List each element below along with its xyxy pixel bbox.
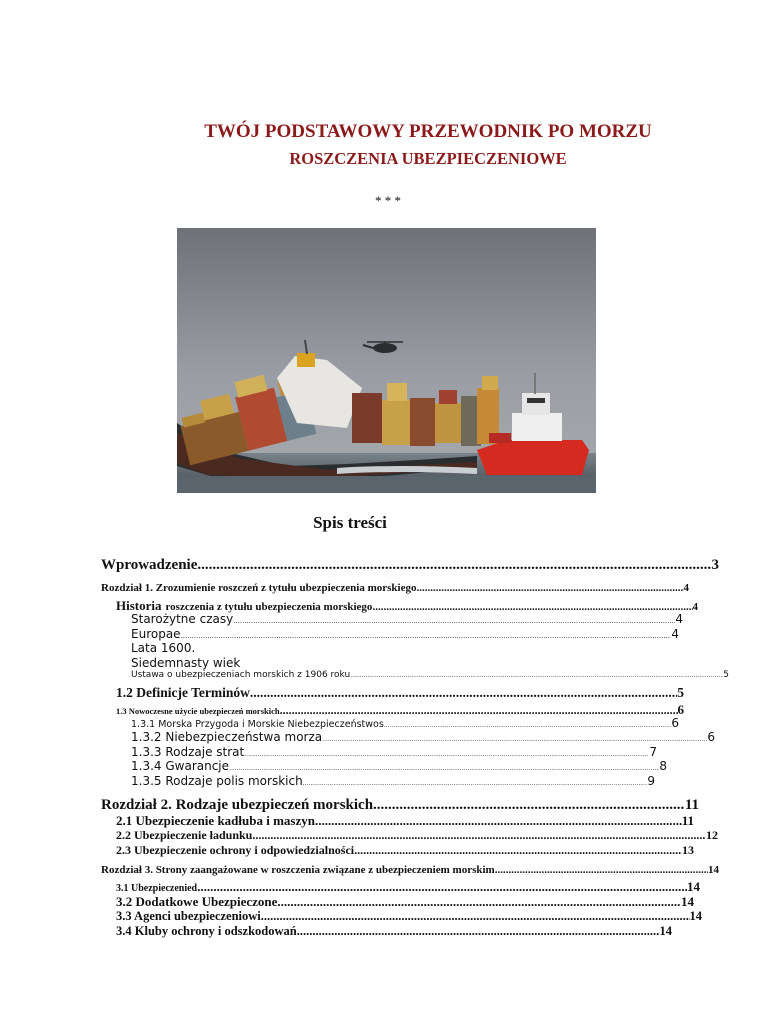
toc-entry[interactable] [131,745,657,759]
toc-leader-dots [322,736,707,743]
toc-entry-label: Siedemnasty wiek [131,656,241,670]
toc-entry[interactable] [116,879,700,895]
toc-entry-label: 3.1 Ubezpieczenied [116,883,198,894]
toc-entry-page: 14 [681,894,694,909]
toc-entry-page: 7 [649,745,657,759]
toc-entry[interactable] [131,627,679,641]
toc-leader-dots [297,924,660,939]
toc-entry-label: roszczenia z tytułu ubezpieczenia morskiego [165,601,373,613]
toc-entry-label: 1.3.5 Rodzaje polis morskich [131,774,303,788]
document-title: TWÓJ PODSTAWOWY PRZEWODNIK PO MORZU [204,121,652,142]
toc-entry-label: Europae [131,627,181,641]
toc-entry-page: 3 [711,557,719,573]
toc-entry[interactable] [131,774,655,788]
toc-leader-dots [303,780,648,787]
toc-entry-lead: Historia [116,598,162,613]
toc-entry-label: 1.3.1 Morska Przygoda i Morskie Niebezpieczeństwos [131,719,384,730]
toc-entry-page: 11 [684,797,699,813]
toc-entry[interactable] [101,864,719,876]
toc-entry-page: 5 [677,685,684,700]
toc-leader-dots [277,894,681,910]
toc-entry-label: 3.3 Agenci ubezpieczeniowi [116,909,261,923]
toc-entry-label: Starożytne czasy [131,612,234,626]
toc-leader-dots [197,557,711,574]
toc-leader-dots [350,672,723,679]
toc-entry[interactable] [101,582,689,594]
toc-entry[interactable] [101,557,719,574]
toc-entry-page: 14 [708,864,719,876]
toc-entry-page: 9 [647,774,655,788]
toc-entry-page: 14 [687,879,700,894]
toc-entry-label: 1.3.2 Niebezpieczeństwa morza [131,730,323,744]
toc-entry[interactable] [116,828,718,843]
toc-leader-dots [244,751,649,758]
toc-entry-label: Rozdział 2. Rodzaje ubezpieczeń morskich [101,797,374,813]
toc-leader-dots [373,797,685,814]
toc-leader-dots [197,879,687,895]
toc-entry-label: 1.3 Nowoczesne użycie ubezpieczeń morskich [116,706,280,716]
toc-entry-page: 14 [659,924,672,938]
toc-entry[interactable] [101,797,699,814]
toc-entry[interactable] [131,759,667,773]
toc-entry[interactable] [131,656,240,670]
toc-entry[interactable] [116,909,702,924]
toc-entry-page: 13 [682,843,694,857]
toc-entry-label: Wprowadzenie [101,557,198,573]
toc-entry-label: Rozdział 1. Zrozumienie roszczeń z tytułu ubezpieczenia morskiego [101,582,417,594]
cover-photo-capsized-ship [177,228,596,493]
toc-entry-label: Ustawa o ubezpieczeniach morskich z 1906 roku [131,670,351,680]
toc-entry-page: 4 [675,612,683,626]
toc-entry-page: 8 [659,759,667,773]
toc-entry-label: 3.4 Kluby ochrony i odszkodowań [116,924,297,938]
toc-entry[interactable] [116,843,694,858]
toc-leader-dots [181,632,672,640]
toc-leader-dots [229,765,659,772]
toc-entry[interactable] [116,924,672,939]
toc-entry[interactable] [116,894,694,910]
toc-entry-page: 5 [723,670,729,680]
toc-heading: Spis treści [313,513,387,532]
toc-entry-page: 6 [671,716,679,730]
toc-leader-dots [252,828,706,843]
toc-entry-label: 3.2 Dodatkowe Ubezpieczone [116,894,278,909]
toc-entry[interactable] [116,813,694,829]
toc-entry-label: 2.2 Ubezpieczenie ładunku [116,828,253,842]
toc-leader-dots [417,582,684,594]
toc-leader-dots [233,617,675,625]
toc-entry[interactable] [116,685,684,701]
toc-entry-label: 2.3 Ubezpieczenie ochrony i odpowiedzialności [116,843,355,857]
toc-leader-dots [250,685,677,701]
section-separator: * * * [375,193,401,208]
toc-leader-dots [384,722,672,729]
toc-leader-dots [354,843,682,858]
toc-leader-dots [315,813,682,829]
toc-entry[interactable] [131,730,715,744]
toc-entry-page: 4 [683,582,689,594]
toc-entry[interactable] [131,612,683,626]
toc-entry-page: 4 [692,601,698,613]
toc-entry[interactable] [131,670,729,680]
toc-entry-label: 2.1 Ubezpieczenie kadłuba i maszyn [116,813,315,828]
toc-leader-dots [261,909,690,924]
toc-entry-label: Rozdział 3. Strony zaangażowane w roszczenia związane z ubezpieczeniem morskim [101,864,495,876]
toc-leader-dots [495,864,708,876]
toc-entry-page: 6 [707,730,715,744]
toc-entry-label: 1.3.3 Rodzaje strat [131,745,245,759]
toc-entry-page: 11 [681,813,694,828]
toc-entry-page: 14 [689,909,702,923]
toc-entry-page: 4 [671,627,679,641]
toc-entry-page: 12 [706,828,718,842]
toc-entry[interactable] [131,641,195,655]
toc-entry-label: 1.2 Definicje Terminów [116,685,250,700]
toc-entry-label: 1.3.4 Gwarancje [131,759,230,773]
document-subtitle: ROSZCZENIA UBEZPIECZENIOWE [289,149,567,168]
toc-entry-label: Lata 1600. [131,641,196,655]
toc-entry-page: 6 [677,702,684,717]
toc-entry[interactable] [131,716,679,730]
